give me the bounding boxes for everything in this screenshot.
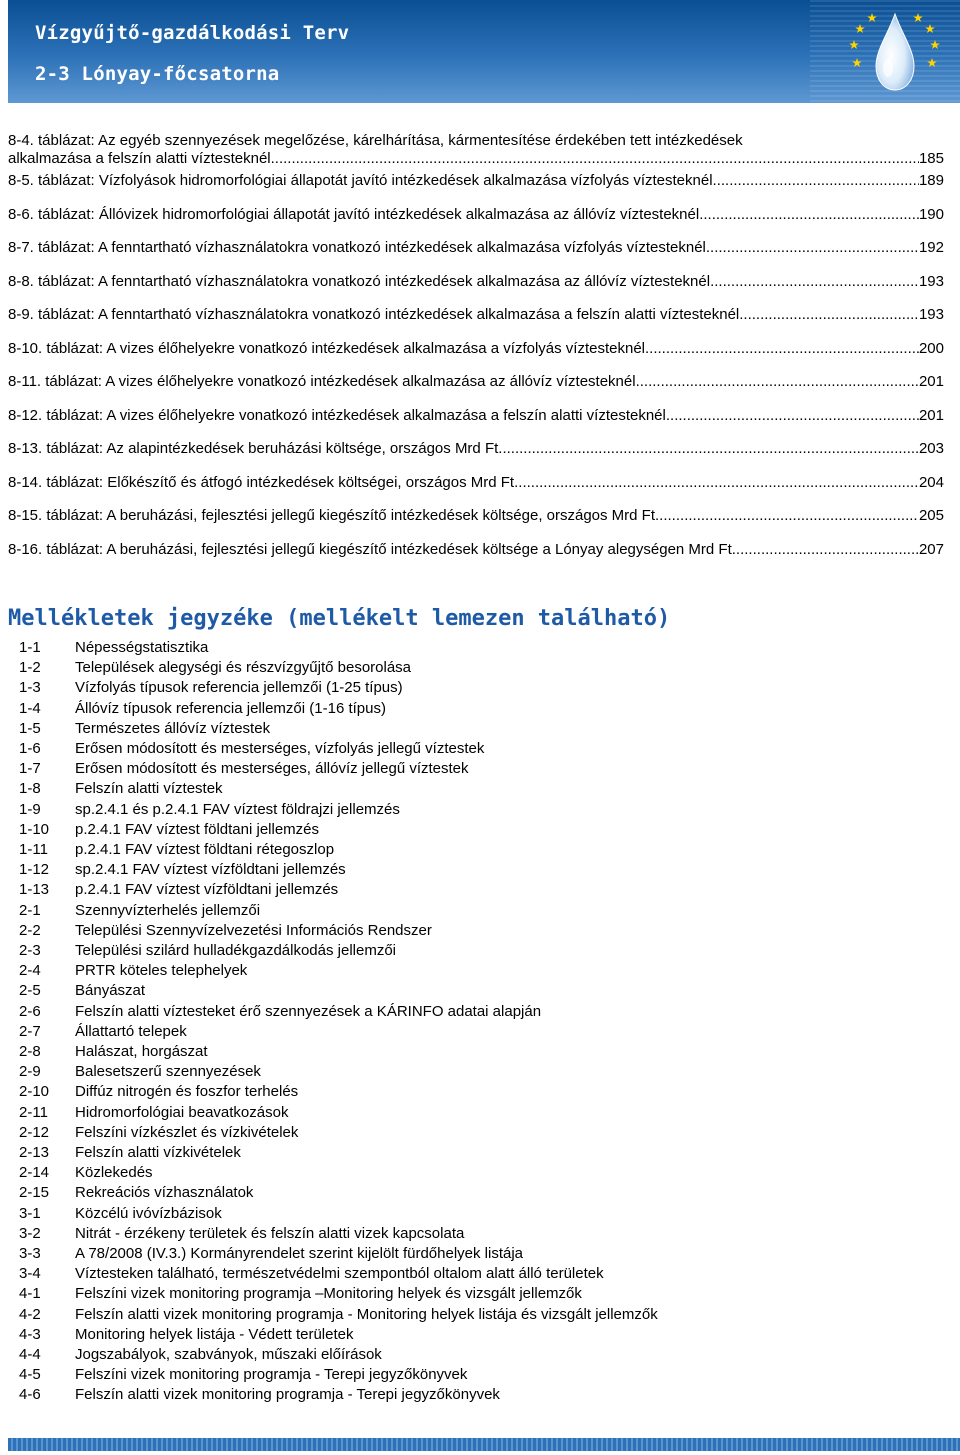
appendix-item-title: Szennyvízterhelés jellemzői <box>75 901 261 919</box>
toc-entry-label: 8-5. táblázat: Vízfolyások hidromorfológiai állapotát javító intézkedések alkalmazása vízfolyás víztesteknél <box>8 172 713 189</box>
appendix-item-number: 2-1 <box>19 901 41 919</box>
appendix-item-title: Erősen módosított és mesterséges, állóvíz jellegű víztestek <box>75 760 469 778</box>
toc-entry[interactable] <box>8 474 944 492</box>
toc-entry[interactable] <box>8 172 944 190</box>
appendix-item-title: Közcélú ivóvízbázisok <box>75 1204 222 1222</box>
toc-entry-label: 8-15. táblázat: A beruházási, fejlesztési jellegű kiegészítő intézkedések költsége, országos Mrd Ft <box>8 507 656 524</box>
toc-entry-page: 190 <box>918 205 944 223</box>
appendix-item-title: Népességstatisztika <box>75 639 209 656</box>
dot-leader <box>636 373 919 391</box>
dot-leader <box>706 239 919 257</box>
appendix-item-number: 2-11 <box>19 1103 48 1121</box>
toc-entry[interactable] <box>8 407 944 425</box>
toc-entry-row <box>8 306 944 324</box>
appendix-item-number: 3-4 <box>19 1265 41 1283</box>
dot-leader <box>271 150 919 168</box>
toc-entry-page: 185 <box>918 150 944 167</box>
appendix-item-number: 4-6 <box>19 1386 41 1404</box>
toc-entry-row <box>8 541 944 559</box>
appendix-item-title: Hidromorfológiai beavatkozások <box>75 1103 289 1121</box>
dot-leader <box>699 206 919 224</box>
appendix-item-number: 3-2 <box>19 1224 41 1242</box>
appendix-item-number: 2-2 <box>19 921 41 939</box>
toc-entry-label-part1: 8-4. táblázat: Az egyéb szennyezések megelőzése, kárelhárítása, kármentesítése érdekében tett intézkedések <box>8 132 743 149</box>
toc-entry-row <box>8 273 944 291</box>
appendix-item-number: 2-5 <box>19 982 41 1000</box>
toc-entry[interactable] <box>8 507 944 525</box>
appendix-item-title: Balesetszerű szennyezések <box>75 1063 261 1081</box>
toc-entry[interactable] <box>8 206 944 224</box>
appendix-item-number: 1-8 <box>19 780 41 798</box>
appendix-item-title: Felszín alatti víztesteket érő szennyezések a KÁRINFO adatai alapján <box>75 1002 542 1020</box>
appendix-item-title: Víztesteken található, természetvédelmi szempontból oltalom alatt álló területek <box>75 1265 604 1283</box>
appendix-item-number: 3-3 <box>19 1245 41 1262</box>
toc-entry-label: 8-12. táblázat: A vizes élőhelyekre vonatkozó intézkedések alkalmazása a felszín alatti víztesteknél <box>8 406 666 424</box>
appendix-item-number: 4-5 <box>19 1366 41 1384</box>
toc-entry[interactable] <box>8 541 944 559</box>
dot-leader <box>514 474 919 492</box>
appendix-item-number: 4-1 <box>19 1285 41 1303</box>
appendix-item-number: 2-12 <box>19 1123 50 1141</box>
appendix-item-title: p.2.4.1 FAV víztest földtani rétegoszlop <box>75 841 335 858</box>
toc-entry-row <box>8 172 944 190</box>
toc-entry-label: 8-9. táblázat: A fenntartható vízhasználatokra vonatkozó intézkedések alkalmazása a felszín alatti víztesteknél <box>8 306 740 323</box>
toc-entry-row <box>8 206 944 224</box>
page-header <box>8 0 960 103</box>
toc-entry-label: 8-8. táblázat: A fenntartható vízhasználatokra vonatkozó intézkedések alkalmazása az állóvíz víztesteknél <box>8 272 711 290</box>
toc-entry-page: 201 <box>918 406 944 424</box>
appendix-item-number: 2-13 <box>19 1144 50 1161</box>
appendix-item-title: Jogszabályok, szabványok, műszaki előírások <box>75 1346 382 1363</box>
appendix-item-title: Vízfolyás típusok referencia jellemzői (1-25 típus) <box>75 679 403 697</box>
appendix-item-title: Felszín alatti vízkivételek <box>75 1144 241 1161</box>
appendix-item-title: Monitoring helyek listája - Védett területek <box>75 1325 354 1343</box>
toc-entry-label: 8-16. táblázat: A beruházási, fejlesztési jellegű kiegészítő intézkedések költsége a Lónyay alegységen Mrd Ft <box>8 540 732 558</box>
appendix-item-number: 2-10 <box>19 1083 50 1101</box>
dot-leader <box>739 306 919 324</box>
toc-entry-label: 8-7. táblázat: A fenntartható vízhasználatokra vonatkozó intézkedések alkalmazása vízfolyás víztesteknél <box>8 239 706 256</box>
appendix-item-title: Felszíni vizek monitoring programja - Terepi jegyzőkönyvek <box>75 1366 468 1384</box>
appendix-item-number: 2-7 <box>19 1022 41 1040</box>
toc-entry-page: 201 <box>918 373 944 390</box>
appendix-item-title: Erősen módosított és mesterséges, vízfolyás jellegű víztestek <box>75 740 485 757</box>
appendix-item-title: sp.2.4.1 FAV víztest vízföldtani jellemzés <box>75 861 346 879</box>
toc-entry-row <box>8 474 944 492</box>
appendix-item-number: 2-14 <box>19 1164 50 1182</box>
toc-entry[interactable] <box>8 239 944 257</box>
appendix-item-title: Rekreációs vízhasználatok <box>75 1184 254 1202</box>
appendix-item-number: 2-4 <box>19 962 41 980</box>
appendix-item-number: 1-6 <box>19 740 41 757</box>
toc-entry-row <box>8 440 944 458</box>
toc-entry-page: 193 <box>918 272 944 290</box>
appendix-item-number: 1-11 <box>19 841 48 858</box>
appendix-item-number: 3-1 <box>19 1204 41 1222</box>
dot-leader <box>498 440 919 458</box>
appendix-item-title: Állóvíz típusok referencia jellemzői (1-16 típus) <box>75 699 386 717</box>
appendix-item-title: Települési szilárd hulladékgazdálkodás jellemzői <box>75 942 397 959</box>
dot-leader <box>655 507 919 525</box>
dot-leader <box>645 340 919 358</box>
appendix-item-title: Települési Szennyvízelvezetési Információs Rendszer <box>75 921 432 939</box>
toc-entry-label: 8-10. táblázat: A vizes élőhelyekre vonatkozó intézkedések alkalmazása a vízfolyás víztesteknél <box>8 339 646 357</box>
appendix-item-title: Természetes állóvíz víztestek <box>75 719 271 737</box>
toc-entry[interactable] <box>8 306 944 324</box>
dot-leader <box>710 273 919 291</box>
appendix-item-number: 1-5 <box>19 719 41 737</box>
appendix-item-number: 1-2 <box>19 659 41 677</box>
appendix-item-title: Állattartó telepek <box>75 1022 187 1040</box>
appendix-item-title: Felszíni vizek monitoring programja –Monitoring helyek és vizsgált jellemzők <box>75 1285 582 1303</box>
appendix-item-number: 1-7 <box>19 760 41 778</box>
document-title: Vízgyűjtő-gazdálkodási Terv <box>35 22 350 44</box>
appendix-item-number: 2-9 <box>19 1063 41 1081</box>
toc-entry[interactable] <box>8 440 944 458</box>
toc-entry-label: 8-11. táblázat: A vizes élőhelyekre vonatkozó intézkedések alkalmazása az állóvíz víztesteknél <box>8 373 636 390</box>
toc-entry-page: 203 <box>918 440 944 457</box>
appendix-item-title: sp.2.4.1 és p.2.4.1 FAV víztest földrajzi jellemzés <box>75 800 400 818</box>
appendix-item-title: PRTR köteles telephelyek <box>75 962 248 980</box>
document-subtitle: 2-3 Lónyay-főcsatorna <box>35 63 280 85</box>
toc-entry-line1 <box>8 132 944 150</box>
toc-entry-label-part2: alkalmazása a felszín alatti víztesteknél <box>8 150 271 167</box>
footer-bar <box>8 1438 960 1451</box>
appendix-item-title: Felszín alatti vizek monitoring programja - Terepi jegyzőkönyvek <box>75 1386 500 1404</box>
appendix-item-number: 1-4 <box>19 699 41 717</box>
toc-entry-label: 8-6. táblázat: Állóvizek hidromorfológiai állapotát javító intézkedések alkalmazása az állóvíz víztesteknél <box>8 205 700 223</box>
appendix-section-title: Mellékletek jegyzéke (mellékelt lemezen található) <box>8 606 671 631</box>
appendix-item-title: p.2.4.1 FAV víztest vízföldtani jellemzés <box>75 881 339 899</box>
appendix-item-number: 1-1 <box>19 639 41 656</box>
appendix-item-title: Diffúz nitrogén és foszfor terhelés <box>75 1083 299 1101</box>
appendix-item-title: Települések alegységi és részvízgyűjtő besorolása <box>75 659 412 677</box>
toc-entry-page: 192 <box>918 239 944 256</box>
toc-entry-row <box>8 373 944 391</box>
toc-entry-label: 8-14. táblázat: Előkészítő és átfogó intézkedések költségei, országos Mrd Ft <box>8 473 515 491</box>
appendix-item-number: 1-10 <box>19 820 50 838</box>
toc-entry-row <box>8 239 944 257</box>
appendix-item-number: 1-13 <box>19 881 50 899</box>
appendix-item-number: 4-2 <box>19 1305 41 1323</box>
toc-entry-page: 193 <box>918 306 944 323</box>
appendix-item-title: Nitrát - érzékeny területek és felszín alatti vizek kapcsolata <box>75 1224 465 1242</box>
toc-entry-row <box>8 507 944 525</box>
toc-entry-page: 205 <box>918 507 944 524</box>
appendix-item-title: Bányászat <box>75 982 146 1000</box>
toc-entry[interactable] <box>8 273 944 291</box>
dot-leader <box>713 172 919 190</box>
toc-entry-page: 207 <box>918 540 944 558</box>
appendix-item-title: Felszíni vízkészlet és vízkivételek <box>75 1123 299 1141</box>
appendix-item-title: Halászat, horgászat <box>75 1043 208 1060</box>
water-drop-eu-stars-icon <box>836 4 954 100</box>
appendix-item-number: 2-3 <box>19 942 41 959</box>
appendix-item-title: A 78/2008 (IV.3.) Kormányrendelet szerint kijelölt fürdőhelyek listája <box>75 1245 524 1262</box>
toc-entry[interactable] <box>8 340 944 358</box>
appendix-item-number: 2-8 <box>19 1043 41 1060</box>
toc-entry-label: 8-13. táblázat: Az alapintézkedések beruházási költsége, országos Mrd Ft <box>8 440 499 457</box>
toc-entry-page: 204 <box>918 473 944 491</box>
appendix-item-number: 1-12 <box>19 861 50 879</box>
appendix-item-title: Közlekedés <box>75 1164 153 1182</box>
appendix-item-number: 1-3 <box>19 679 41 697</box>
appendix-item-title: Felszín alatti vizek monitoring programja - Monitoring helyek listája és vizsgált jellemzők <box>75 1305 658 1323</box>
toc-entry[interactable] <box>8 373 944 391</box>
dot-leader <box>666 407 919 425</box>
dot-leader <box>732 541 919 559</box>
appendix-item-number: 1-9 <box>19 800 41 818</box>
toc-entry-page: 189 <box>918 172 944 189</box>
toc-entry-page: 200 <box>918 339 944 357</box>
toc-entry-row <box>8 407 944 425</box>
appendix-item-title: p.2.4.1 FAV víztest földtani jellemzés <box>75 820 320 838</box>
toc-entry[interactable] <box>8 132 944 168</box>
toc-entry-row <box>8 340 944 358</box>
appendix-item-number: 4-3 <box>19 1325 41 1343</box>
appendix-item-title: Felszín alatti víztestek <box>75 780 223 798</box>
appendix-item-number: 4-4 <box>19 1346 41 1363</box>
appendix-item-number: 2-6 <box>19 1002 41 1020</box>
toc-entry-line2 <box>8 150 944 168</box>
appendix-item-number: 2-15 <box>19 1184 50 1202</box>
